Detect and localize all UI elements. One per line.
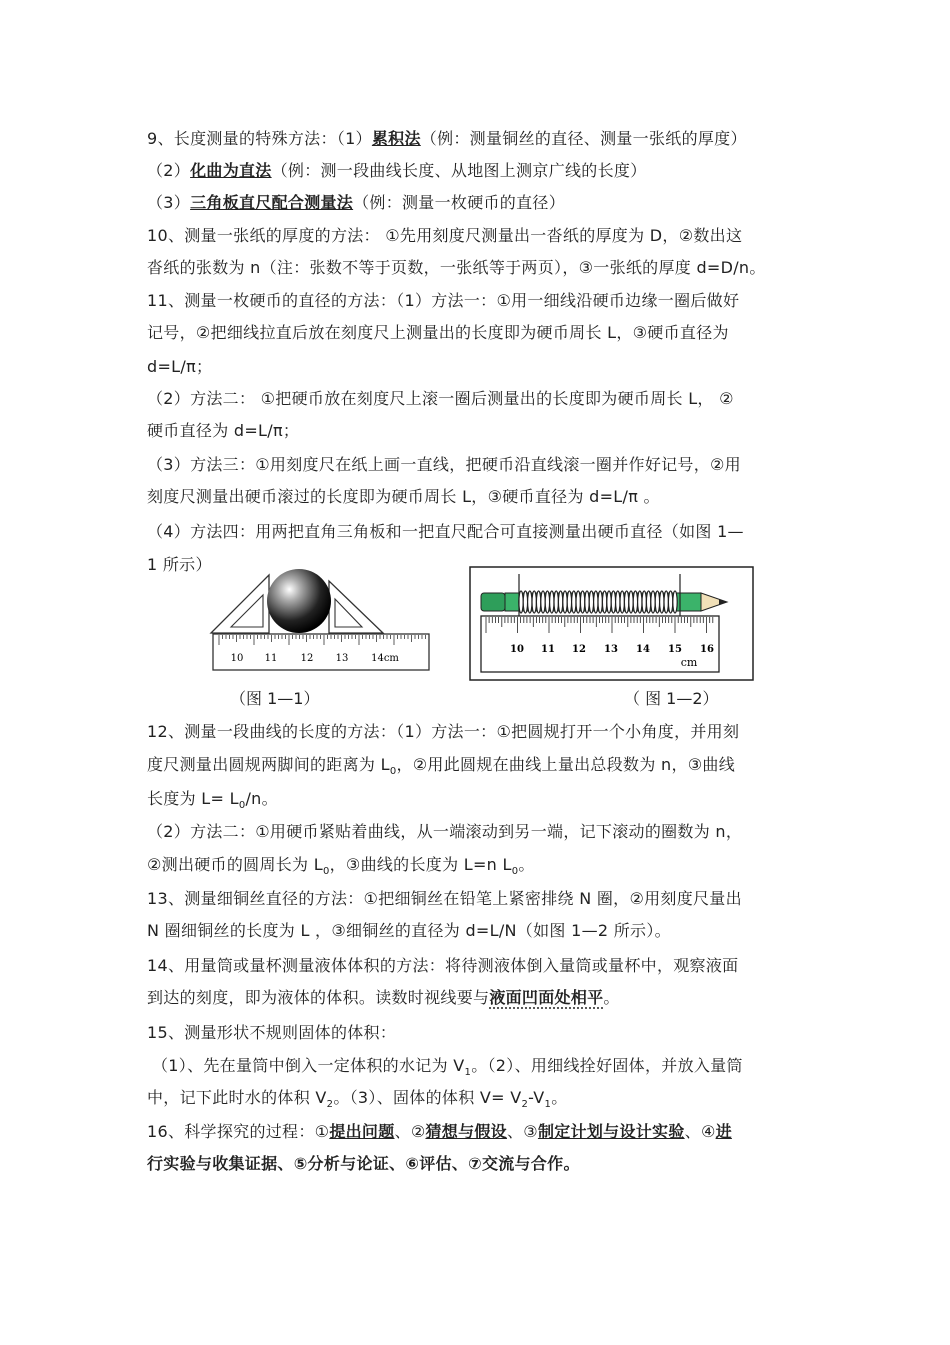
subscript: 0 bbox=[511, 866, 519, 878]
fig2-unit-label: cm bbox=[680, 656, 698, 669]
item11-line4: （2）方法二： ①把硬币放在刻度尺上滚一圈后测量出的长度即为硬币周长 L， ② bbox=[147, 389, 734, 408]
item13-line2: N 圈细铜丝的长度为 L ，③细铜丝的直径为 d=L/N（如图 1—2 所示）。 bbox=[147, 921, 671, 940]
fig1-tick-label: 14cm bbox=[371, 653, 399, 664]
item12-line5 bbox=[147, 855, 535, 882]
item9-num2: （2） bbox=[147, 161, 191, 180]
item9-prefix: 9、长度测量的特殊方法：（1） bbox=[147, 129, 372, 148]
ruler-1 bbox=[213, 634, 429, 670]
step-experiment-rest: 行实验与收集证据 bbox=[147, 1154, 278, 1173]
method-triangle-example: （例：测量一枚硬币的直径） bbox=[353, 193, 566, 212]
item12-line2 bbox=[147, 755, 735, 782]
item12-line1: 12、测量一段曲线的长度的方法：（1）方法一：①把圆规打开一个小角度，并用刻 bbox=[147, 722, 740, 741]
item15-line3-a: 中，记下此时水的体积 V bbox=[147, 1088, 327, 1107]
item15-line2 bbox=[152, 1056, 743, 1083]
item15-line2-b: 。（2）、用细线拴好固体，并放入量筒 bbox=[471, 1056, 743, 1075]
item15-line3-d: 。 bbox=[551, 1088, 568, 1107]
sep: 、③ bbox=[506, 1122, 538, 1141]
item14-line2-a: 到达的刻度，即为液体的体积。读数时视线要与 bbox=[147, 988, 490, 1007]
item12-line2-a: 度尺测量出圆规两脚间的距离为 L bbox=[147, 755, 390, 774]
left-set-square bbox=[211, 575, 269, 633]
item14-line2 bbox=[147, 988, 620, 1008]
item16-rest: 、⑤分析与论证、⑥评估、⑦交流与合作。 bbox=[277, 1154, 580, 1173]
item12-line5-b: ，③曲线的长度为 L=n L bbox=[329, 855, 512, 874]
fig2-tick-label: 11 bbox=[541, 644, 555, 655]
item12-line3-a: 长度为 L= L bbox=[147, 789, 239, 808]
item11-line8: （4）方法四：用两把直角三角板和一把直尺配合可直接测量出硬币直径（如图 1— bbox=[147, 522, 744, 541]
item12-line3 bbox=[147, 789, 278, 816]
fig1-tick-label: 11 bbox=[264, 653, 278, 664]
item11-line9: 1 所示） bbox=[147, 555, 212, 574]
figure-1-2-caption: （ 图 1—2） bbox=[624, 689, 719, 708]
item11-line6: （3）方法三：①用刻度尺在纸上画一直线，把硬币沿直线滚一圈并作好记号，②用 bbox=[147, 455, 741, 474]
item13-line1: 13、测量细铜丝直径的方法：①把细铜丝在铅笔上紧密排绕 N 圈，②用刻度尺量出 bbox=[147, 889, 742, 908]
fig2-tick-label: 15 bbox=[668, 644, 682, 655]
method-triangle-ruler: 三角板直尺配合测量法 bbox=[190, 193, 354, 212]
item15-line2-a: （1）、先在量筒中倒入一定体积的水记为 V bbox=[152, 1056, 465, 1075]
item12-line2-b: ，②用此圆规在曲线上量出总段数为 n，③曲线 bbox=[396, 755, 735, 774]
figure-1-2 bbox=[469, 566, 755, 682]
item15-line3 bbox=[147, 1088, 568, 1115]
item9-line1 bbox=[147, 129, 747, 149]
subscript: 1 bbox=[544, 1099, 552, 1111]
figure-1-1 bbox=[205, 563, 433, 675]
step-ask-question: 提出问题 bbox=[329, 1122, 395, 1141]
subscript: 0 bbox=[238, 800, 246, 812]
item15-line3-c: -V bbox=[528, 1088, 545, 1107]
sep: 、④ bbox=[684, 1122, 716, 1141]
item11-line3: d=L/π； bbox=[147, 357, 213, 376]
subscript: 2 bbox=[326, 1099, 334, 1111]
item11-line1: 11、测量一枚硬币的直径的方法：（1）方法一：①用一细线沿硬币边缘一圈后做好 bbox=[147, 291, 740, 310]
fig1-tick-label: 12 bbox=[300, 653, 314, 664]
item12-line3-b: /n。 bbox=[245, 789, 278, 808]
right-set-square bbox=[329, 581, 383, 633]
item9-line2 bbox=[147, 161, 647, 181]
fig2-tick-label: 10 bbox=[510, 644, 524, 655]
method-curve-to-straight: 化曲为直法 bbox=[190, 161, 272, 180]
fig2-tick-label: 13 bbox=[604, 644, 618, 655]
sep: 、② bbox=[394, 1122, 426, 1141]
emphasis-meniscus: 液面凹面处相平 bbox=[489, 988, 604, 1007]
method-curve-example: （例：测一段曲线长度、从地图上测京广线的长度） bbox=[271, 161, 647, 180]
fig2-tick-label: 12 bbox=[572, 644, 586, 655]
subscript: 2 bbox=[521, 1099, 529, 1111]
item11-line5: 硬币直径为 d=L/π； bbox=[147, 421, 300, 440]
item12-line5-a: ②测出硬币的圆周长为 L bbox=[147, 855, 323, 874]
method-accumulation: 累积法 bbox=[371, 129, 421, 148]
item16-line1 bbox=[147, 1122, 732, 1142]
item16-prefix: 16、科学探究的过程：① bbox=[147, 1122, 330, 1141]
figure-1-1-caption: （图 1—1） bbox=[230, 689, 320, 708]
item11-line2: 记号，②把细线拉直后放在刻度尺上测量出的长度即为硬币周长 L，③硬币直径为 bbox=[147, 323, 729, 342]
coin-sphere bbox=[267, 569, 331, 633]
method-accumulation-example: （例：测量铜丝的直径、测量一张纸的厚度） bbox=[420, 129, 747, 148]
item14-line2-b: 。 bbox=[603, 988, 620, 1007]
item9-line3 bbox=[147, 193, 565, 213]
item15-line1: 15、测量形状不规则固体的体积： bbox=[147, 1023, 397, 1042]
step-hypothesis: 猜想与假设 bbox=[425, 1122, 507, 1141]
subscript: 0 bbox=[322, 866, 330, 878]
item12-line4: （2）方法二：①用硬币紧贴着曲线，从一端滚动到另一端，记下滚动的圈数为 n， bbox=[147, 822, 743, 841]
item14-line1: 14、用量筒或量杯测量液体体积的方法：将待测液体倒入量筒或量杯中，观察液面 bbox=[147, 956, 739, 975]
fig1-tick-label: 13 bbox=[335, 653, 349, 664]
subscript: 1 bbox=[464, 1067, 472, 1079]
pencil-end bbox=[481, 593, 505, 611]
item11-line7: 刻度尺测量出硬币滚过的长度即为硬币周长 L，③硬币直径为 d=L/π 。 bbox=[147, 487, 660, 506]
item10-line2: 沓纸的张数为 n（注：张数不等于页数，一张纸等于两页），③一张纸的厚度 d=D/n。 bbox=[147, 258, 766, 277]
fig2-tick-label: 16 bbox=[700, 644, 714, 655]
subscript: 0 bbox=[389, 766, 397, 778]
fig2-tick-label: 14 bbox=[636, 644, 650, 655]
step-experiment-start: 进 bbox=[715, 1122, 732, 1141]
item10-line1: 10、测量一张纸的厚度的方法： ①先用刻度尺测量出一沓纸的厚度为 D，②数出这 bbox=[147, 226, 743, 245]
item12-line5-c: 。 bbox=[518, 855, 535, 874]
item16-line2 bbox=[147, 1154, 580, 1174]
copper-wire-coil bbox=[519, 591, 677, 613]
step-plan-design: 制定计划与设计实验 bbox=[537, 1122, 685, 1141]
fig1-tick-label: 10 bbox=[230, 653, 244, 664]
item9-num3: （3） bbox=[147, 193, 191, 212]
item15-line3-b: 。（3）、固体的体积 V= V bbox=[333, 1088, 522, 1107]
